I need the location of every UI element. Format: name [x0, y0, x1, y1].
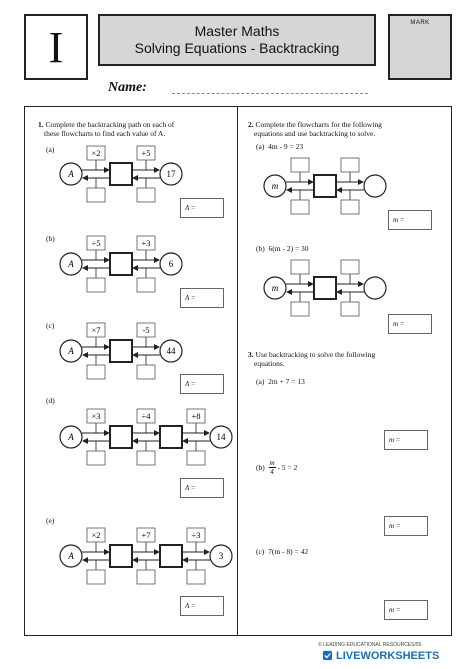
q1-part1-answer-label: A = — [185, 204, 196, 212]
title-banner — [98, 14, 376, 66]
q1-part5-inverse-op-box-3[interactable] — [187, 570, 205, 584]
q1-part3-flowchart — [58, 319, 194, 383]
q1-part1-inverse-op-box-1[interactable] — [87, 188, 105, 202]
q3b-frac-den: 4 — [270, 468, 274, 476]
q2-part2-end-circle[interactable] — [364, 277, 386, 299]
q1-part4-op-label-3: +8 — [191, 411, 201, 421]
q1-part3-op-label-2: -5 — [142, 325, 150, 335]
q3c-question — [256, 547, 308, 556]
q1-part4-op-label-1: ×3 — [91, 411, 101, 421]
q1-part5-flowchart — [58, 524, 244, 588]
q1-part3-inverse-op-box-1[interactable] — [87, 365, 105, 379]
q2b-equation: 6(m - 2) = 30 — [268, 244, 309, 253]
q2a-equation: 4m - 9 = 23 — [268, 142, 304, 151]
q3b-label: (b) — [256, 463, 265, 472]
name-label: Name: — [108, 80, 147, 95]
q1-part1-inverse-op-box-2[interactable] — [137, 188, 155, 202]
q1-part4-end-label: 14 — [216, 432, 226, 442]
q1-part-label-1: (a) — [46, 145, 55, 154]
q1-part4-middle-box-2[interactable] — [160, 426, 182, 448]
q1-part1-answer-box[interactable] — [180, 198, 224, 218]
q2-part1-op-box-1[interactable] — [291, 158, 309, 172]
q1-part4-op-label-2: ÷4 — [141, 411, 151, 421]
title-line1: Master Maths — [194, 23, 280, 39]
q2-part2-answer-box[interactable] — [388, 314, 432, 334]
q2-part1-answer-box[interactable] — [388, 210, 432, 230]
q1-part5-inverse-op-box-2[interactable] — [137, 570, 155, 584]
q1-part2-inverse-op-box-1[interactable] — [87, 278, 105, 292]
q1-part2-middle-box-1[interactable] — [110, 253, 132, 275]
q2-part1-answer-label: m = — [393, 216, 405, 224]
q1-part2-inverse-op-box-2[interactable] — [137, 278, 155, 292]
q1-part3-op-label-1: ×7 — [91, 325, 101, 335]
q3a-question — [256, 377, 305, 386]
q1-text-line2: these flowcharts to find each value of A. — [44, 129, 166, 138]
q2-part1-start-label: m — [271, 181, 279, 191]
q1-part4-answer-label: A = — [185, 484, 196, 492]
q1-text-line1: Complete the backtracking path on each of — [45, 120, 175, 129]
mark-box — [388, 14, 452, 80]
q3b-answer-box[interactable] — [384, 516, 428, 536]
q3-prompt — [248, 350, 448, 368]
q1-part4-inverse-op-box-3[interactable] — [187, 451, 205, 465]
q1-part5-inverse-op-box-1[interactable] — [87, 570, 105, 584]
q1-part-label-2: (b) — [46, 234, 55, 243]
q1-part2-start-label: A — [68, 259, 74, 269]
q1-part5-op-label-2: +7 — [141, 530, 151, 540]
q3a-equation: 2m + 7 = 13 — [268, 377, 305, 386]
q2-part2-start-label: m — [271, 283, 279, 293]
q3c-answer-box[interactable] — [384, 600, 428, 620]
q2-part1-inverse-op-box-1[interactable] — [291, 200, 309, 214]
q1-part4-inverse-op-box-1[interactable] — [87, 451, 105, 465]
q1-part3-end-label: 44 — [166, 346, 176, 356]
q1-part-label-4: (d) — [46, 396, 55, 405]
q2-part2-answer-label: m = — [393, 320, 405, 328]
q1-part-label-5: (e) — [46, 516, 55, 525]
q2-part2-flowchart — [262, 256, 398, 320]
q2-part1-inverse-op-box-2[interactable] — [341, 200, 359, 214]
q1-part5-start-label: A — [68, 551, 74, 561]
q1-part1-op-label-2: +5 — [141, 148, 151, 158]
q2-part1-middle-box-1[interactable] — [314, 175, 336, 197]
footer-copyright: © LEADING EDUCATIONAL RESOURCES/56 — [318, 642, 422, 648]
q2-text-line2: equations and use backtracking to solve. — [254, 129, 376, 138]
q1-part2-answer-box[interactable] — [180, 288, 224, 308]
q2-part1-end-circle[interactable] — [364, 175, 386, 197]
q2-number: 2. — [248, 120, 254, 129]
q1-part5-answer-box[interactable] — [180, 596, 224, 616]
q2-part1-op-box-2[interactable] — [341, 158, 359, 172]
q3b-question — [256, 459, 297, 476]
q1-part4-answer-box[interactable] — [180, 478, 224, 498]
q1-part5-op-label-3: ÷3 — [191, 530, 201, 540]
q1-part5-op-label-1: ×2 — [91, 530, 101, 540]
q2-part1-flowchart — [262, 154, 398, 218]
q2a-label: (a) — [256, 142, 265, 151]
q1-part4-middle-box-1[interactable] — [110, 426, 132, 448]
mark-label: MARK — [410, 20, 430, 26]
q1-part2-flowchart — [58, 232, 194, 296]
q1-part3-start-label: A — [68, 346, 74, 356]
q1-part3-middle-box-1[interactable] — [110, 340, 132, 362]
q1-part3-inverse-op-box-2[interactable] — [137, 365, 155, 379]
q3c-answer-label: m = — [389, 606, 401, 614]
q3b-equation-rest: - 5 = 2 — [277, 463, 298, 472]
q2a-question — [256, 142, 303, 151]
q1-part5-end-label: 3 — [218, 551, 224, 561]
q1-part1-middle-box-1[interactable] — [110, 163, 132, 185]
q2-prompt — [248, 120, 448, 138]
q1-part3-answer-box[interactable] — [180, 374, 224, 394]
q3c-equation: 7(m - 8) = 42 — [268, 547, 309, 556]
q2-text-line1: Complete the flowcharts for the following — [255, 120, 382, 129]
footer-brand: LIVEWORKSHEETS — [336, 650, 440, 662]
q1-part1-flowchart — [58, 142, 194, 206]
q2-part2-op-box-2[interactable] — [341, 260, 359, 274]
q1-number: 1. — [38, 120, 44, 129]
q3b-answer-label: m = — [389, 522, 401, 530]
q3c-label: (c) — [256, 547, 265, 556]
level-badge: I — [24, 14, 88, 80]
q1-part1-end-label: 17 — [166, 169, 176, 179]
q1-part2-end-label: 6 — [168, 259, 174, 269]
q3-text-line1: Use backtracking to solve the following — [255, 350, 376, 359]
q3-number: 3. — [248, 350, 254, 359]
q1-part4-flowchart — [58, 405, 244, 469]
q1-part4-start-label: A — [68, 432, 74, 442]
q1-part1-start-label: A — [68, 169, 74, 179]
q2-part2-inverse-op-box-1[interactable] — [291, 302, 309, 316]
q1-part1-op-label-1: ×2 — [91, 148, 101, 158]
q2b-label: (b) — [256, 244, 265, 253]
q1-part2-answer-label: A = — [185, 294, 196, 302]
q1-part5-answer-label: A = — [185, 602, 196, 610]
q3-text-line2: equations. — [254, 359, 285, 368]
q2-part2-middle-box-1[interactable] — [314, 277, 336, 299]
liveworksheets-logo-icon — [322, 650, 333, 661]
q2-part2-inverse-op-box-2[interactable] — [341, 302, 359, 316]
q1-part3-answer-label: A = — [185, 380, 196, 388]
q1-part4-inverse-op-box-2[interactable] — [137, 451, 155, 465]
q1-part2-op-label-2: +3 — [141, 238, 151, 248]
q1-part2-op-label-1: ÷5 — [91, 238, 101, 248]
q2-part2-op-box-1[interactable] — [291, 260, 309, 274]
q1-part5-middle-box-2[interactable] — [160, 545, 182, 567]
q3a-answer-label: m = — [389, 436, 401, 444]
q1-part-label-3: (c) — [46, 321, 55, 330]
q2b-question — [256, 244, 309, 253]
name-input-line[interactable] — [172, 93, 368, 94]
q3a-label: (a) — [256, 377, 265, 386]
q3a-answer-box[interactable] — [384, 430, 428, 450]
q1-part5-middle-box-1[interactable] — [110, 545, 132, 567]
q3b-fraction — [269, 459, 276, 476]
q1-prompt — [38, 120, 234, 138]
title-line2: Solving Equations - Backtracking — [134, 40, 340, 56]
q3b-frac-num: m — [269, 459, 275, 467]
